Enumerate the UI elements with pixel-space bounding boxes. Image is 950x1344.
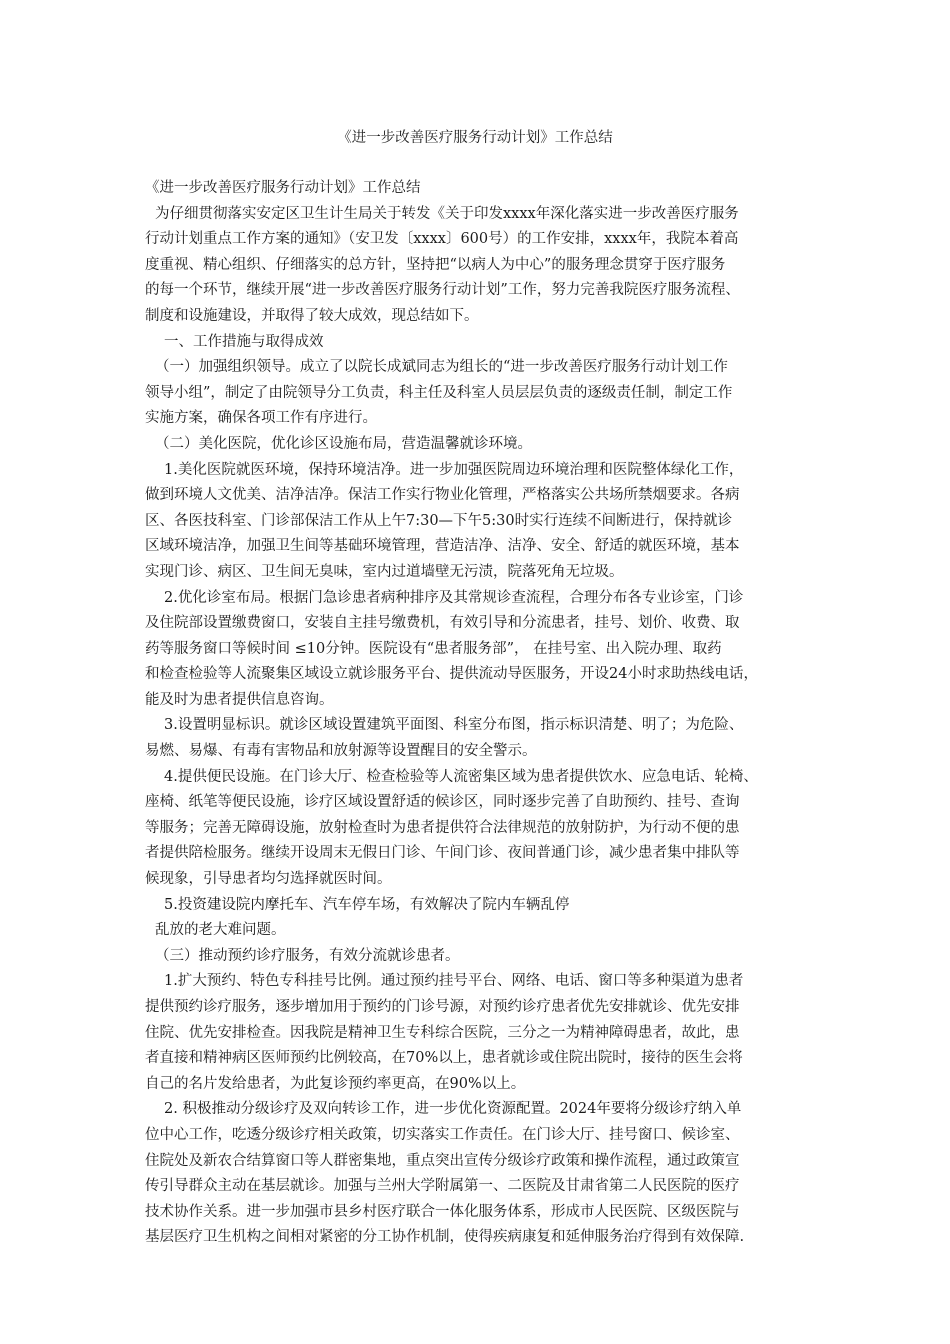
paragraph-line: 行动计划重点工作方案的通知》（安卫发〔xxxx〕600号）的工作安排，xxxx年，我院本着高 (145, 231, 739, 248)
paragraph-line: 者提供陪检服务。继续开设周末无假日门诊、午间门诊、夜间普通门诊，减少患者集中排队等 (145, 845, 740, 862)
paragraph-line: 和检查检验等人流聚集区域设立就诊服务平台、提供流动导医服务，开设24小时求助热线电话， (145, 666, 758, 683)
subsection-heading: （二）美化医院，优化诊区设施布局，营造温馨就诊环境。 (155, 435, 532, 452)
paragraph-line: 基层医疗卫生机构之间相对紧密的分工协作机制，使得疾病康复和延伸服务治疗得到有效保障. (145, 1229, 745, 1246)
paragraph-line: 为仔细贯彻落实安定区卫生计生局关于转发《关于印发xxxx年深化落实进一步改善医疗服务 (155, 205, 739, 222)
paragraph-line: 座椅、纸笔等便民设施，诊疗区域设置舒适的候诊区，同时逐步完善了自助预约、挂号、查询 (145, 794, 740, 811)
paragraph-line: 2.优化诊室布局。根据门急诊患者病种排序及其常规诊查流程，合理分布各专业诊室，门诊 (164, 589, 744, 606)
paragraph-line: 2. 积极推动分级诊疗及双向转诊工作，进一步优化资源配置。2024年要将分级诊疗纳入单 (164, 1101, 742, 1118)
paragraph-line: 4.提供便民设施。在门诊大厅、检查检验等人流密集区域为患者提供饮水、应急电话、轮椅、 (164, 768, 758, 785)
paragraph-line: 提供预约诊疗服务，逐步增加用于预约的门诊号源，对预约诊疗患者优先安排就诊、优先安排 (145, 999, 740, 1015)
paragraph-line: 位中心工作，吃透分级诊疗相关政策，切实落实工作责任。在门诊大厅、挂号窗口、候诊室、 (145, 1126, 740, 1143)
subsection-heading: （三）推动预约诊疗服务，有效分流就诊患者。 (155, 947, 460, 964)
paragraph-line: 区、各医技科室、门诊部保洁工作从上午7:30—下午5:30时实行连续不间断进行，保持就诊 (145, 512, 733, 529)
paragraph-line: 度重视、精心组织、仔细落实的总方针，坚持把“以病人为中心”的服务理念贯穿于医疗服务 (145, 256, 726, 273)
paragraph-line: 1.扩大预约、特色专科挂号比例。通过预约挂号平台、网络、电话、窗口等多种渠道为患者 (164, 973, 744, 990)
paragraph-line: 传引导群众主动在基层就诊。加强与兰州大学附属第一、二医院及甘肃省第二人民医院的医疗 (145, 1178, 740, 1195)
paragraph-line: 1.美化医院就医环境，保持环境洁净。进一步加强医院周边环境治理和医院整体绿化工作， (164, 461, 744, 478)
paragraph-line: 候现象，引导患者均匀选择就医时间。 (145, 871, 392, 888)
paragraph-line: 制度和设施建设，并取得了较大成效，现总结如下。 (145, 307, 479, 324)
paragraph-line: 及住院部设置缴费窗口，安装自主挂号缴费机，有效引导和分流患者，挂号、划价、收费、取 (145, 615, 740, 632)
paragraph-line: （一）加强组织领导。成立了以院长成斌同志为组长的“进一步改善医疗服务行动计划工作 (155, 359, 728, 376)
paragraph-line: 乱放的老大难问题。 (155, 922, 286, 939)
paragraph-line: 实施方案，确保各项工作有序进行。 (145, 410, 377, 427)
paragraph-line: 做到环境人文优美、洁净洁净。保洁工作实行物业化管理，严格落实公共场所禁烟要求。各病 (145, 487, 740, 504)
paragraph-line: 的每一个环节，继续开展“进一步改善医疗服务行动计划”工作，努力完善我院医疗服务流程、 (145, 282, 740, 299)
paragraph-line: 领导小组”，制定了由院领导分工负责，科主任及科室人员层层负责的逐级责任制，制定工作 (145, 384, 733, 401)
paragraph-line: 药等服务窗口等候时间 ≤10分钟。医院设有“患者服务部”， 在挂号室、出入院办理、取药 (145, 640, 722, 657)
document-title: 《进一步改善医疗服务行动计划》工作总结 (337, 130, 613, 146)
paragraph-line: 易燃、易爆、有毒有害物品和放射源等设置醒目的安全警示。 (145, 743, 537, 760)
subtitle-line: 《进一步改善医疗服务行动计划》工作总结 (145, 180, 421, 196)
paragraph-line: 区域环境洁净，加强卫生间等基础环境管理，营造洁净、洁净、安全、舒适的就医环境，基本 (145, 538, 740, 555)
document-body (145, 176, 813, 1251)
paragraph-line: 实现门诊、病区、卫生间无臭味，室内过道墙壁无污渍，院落死角无垃圾。 (145, 563, 624, 580)
paragraph-line: 能及时为患者提供信息咨询。 (145, 691, 334, 708)
paragraph-line: 者直接和精神病区医师预约比例较高，在70%以上，患者就诊或住院出院时，接待的医生会将 (145, 1050, 743, 1067)
paragraph-line: 自己的名片发给患者，为此复诊预约率更高，在90%以上。 (145, 1075, 526, 1092)
paragraph-line: 住院处及新农合结算窗口等人群密集地，重点突出宣传分级诊疗政策和操作流程，通过政策宣 (145, 1152, 740, 1169)
section-heading: 一、工作措施与取得成效 (164, 333, 324, 350)
paragraph-line: 3.设置明显标识。就诊区域设置建筑平面图、科室分布图，指示标识清楚、明了；为危险、 (164, 717, 744, 734)
paragraph-line: 5.投资建设院内摩托车、汽车停车场，有效解决了院内车辆乱停 (164, 896, 570, 913)
paragraph-line: 技术协作关系。进一步加强市县乡村医疗联合一体化服务体系，形成市人民医院、区级医院与 (145, 1203, 740, 1220)
paragraph-line: 住院、优先安排检查。因我院是精神卫生专科综合医院，三分之一为精神障碍患者，故此，患 (145, 1024, 740, 1041)
paragraph-line: 等服务；完善无障碍设施，放射检查时为患者提供符合法律规范的放射防护，为行动不便的患 (145, 819, 740, 836)
